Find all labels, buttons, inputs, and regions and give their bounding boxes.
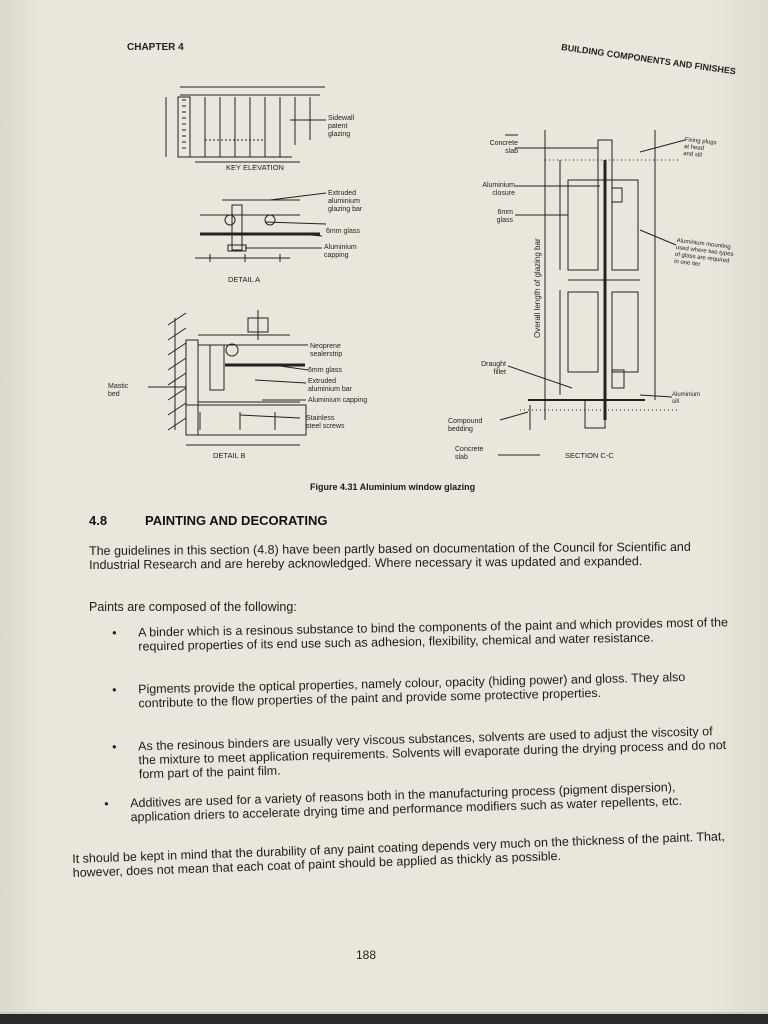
label-detail-b-glass: 6mm glass xyxy=(308,367,342,374)
key-elevation-title: KEY ELEVATION xyxy=(226,163,284,172)
bullet-icon: • xyxy=(112,739,117,754)
detail-b-title: DETAIL B xyxy=(213,451,246,460)
label-mastic-bed: Mastic bed xyxy=(108,383,129,398)
section-heading xyxy=(89,513,327,528)
label-compound-bedding: Compound bedding xyxy=(448,418,483,433)
label-section-glass: 6mm glass xyxy=(496,209,513,224)
label-aluminium-sill: Aluminium sill xyxy=(672,392,701,405)
bullet-icon: • xyxy=(104,796,109,811)
chapter-label: CHAPTER 4 xyxy=(127,42,184,53)
page-number: 188 xyxy=(356,948,377,962)
label-draught-fillet: Draught fillet xyxy=(481,361,506,376)
label-aluminium-closure: Aluminium closure xyxy=(482,182,515,197)
label-aluminium-capping: Aluminium capping xyxy=(324,244,357,259)
list-item-text: Pigments provide the optical properties, namely colour, opacity (hiding power) and gloss. They also contribute to the flow properties of the paint and provide some protective properties. xyxy=(137,669,686,711)
section-number: 4.8 xyxy=(89,513,108,528)
section-title: PAINTING AND DECORATING xyxy=(145,513,328,528)
label-fixing-plugs: Fixing plugs at head and sill xyxy=(682,137,717,159)
closing-paragraph: It should be kept in mind that the durability of any paint coating depends very much on the thickness of the paint. That, however, does not mean that each coat of paint should be applied as thickly as possible. xyxy=(72,829,726,880)
label-detail-b-capping: Aluminium capping xyxy=(308,397,368,404)
label-extruded-glazing-bar: Extruded aluminium glazing bar xyxy=(328,190,363,213)
label-sidewall-glazing: Sidewall patent glazing xyxy=(328,115,355,138)
lead-paragraph: Paints are composed of the following: xyxy=(89,600,297,614)
bullet-icon: • xyxy=(112,625,117,640)
list-item-text: A binder which is a resinous substance to bind the components of the paint and which provides most of the required properties of its end use such as adhesion, flexibility, chemical and water resistance. xyxy=(137,615,729,654)
label-stainless-screws: Stainless steel screws xyxy=(306,415,345,430)
figure-caption: Figure 4.31 Aluminium window glazing xyxy=(310,482,476,492)
list-item-text: As the resinous binders are usually very viscous substances, solvents are used to adjust the viscosity of the mixture to meet application requirements. Solvents will evaporate during the drying process and do not form part of the paint film. xyxy=(137,724,727,782)
label-detail-a-glass: 6mm glass xyxy=(326,228,360,235)
bullet-icon: • xyxy=(112,682,117,697)
list-item-text: Additives are used for a variety of reasons both in the manufacturing process (pigment dispersion), application driers to accelerate drying time and performance modifiers such as water repellents, etc. xyxy=(129,780,683,825)
detail-a-title: DETAIL A xyxy=(228,275,261,284)
label-concrete-slab-bottom: Concrete slab xyxy=(455,446,484,461)
intro-paragraph: The guidelines in this section (4.8) have been partly based on documentation of the Council for Scientific and Industrial Research and are hereby acknowledged. Where necessary it was updated and expanded. xyxy=(89,539,691,572)
section-cc-title: SECTION C-C xyxy=(565,451,614,460)
label-overall-length: Overall length of glazing bar xyxy=(533,238,542,338)
label-extruded-aluminium-bar: Extruded aluminium bar xyxy=(308,378,352,393)
running-title: BUILDING COMPONENTS AND FINISHES xyxy=(560,42,737,77)
label-concrete-slab-top: Concrete slab xyxy=(489,140,518,155)
label-aluminium-mounting: Aluminium mounting used where two types of glass are required in one tier xyxy=(673,238,734,269)
label-neoprene-sealerstrip: Neoprene sealerstrip xyxy=(310,343,343,358)
